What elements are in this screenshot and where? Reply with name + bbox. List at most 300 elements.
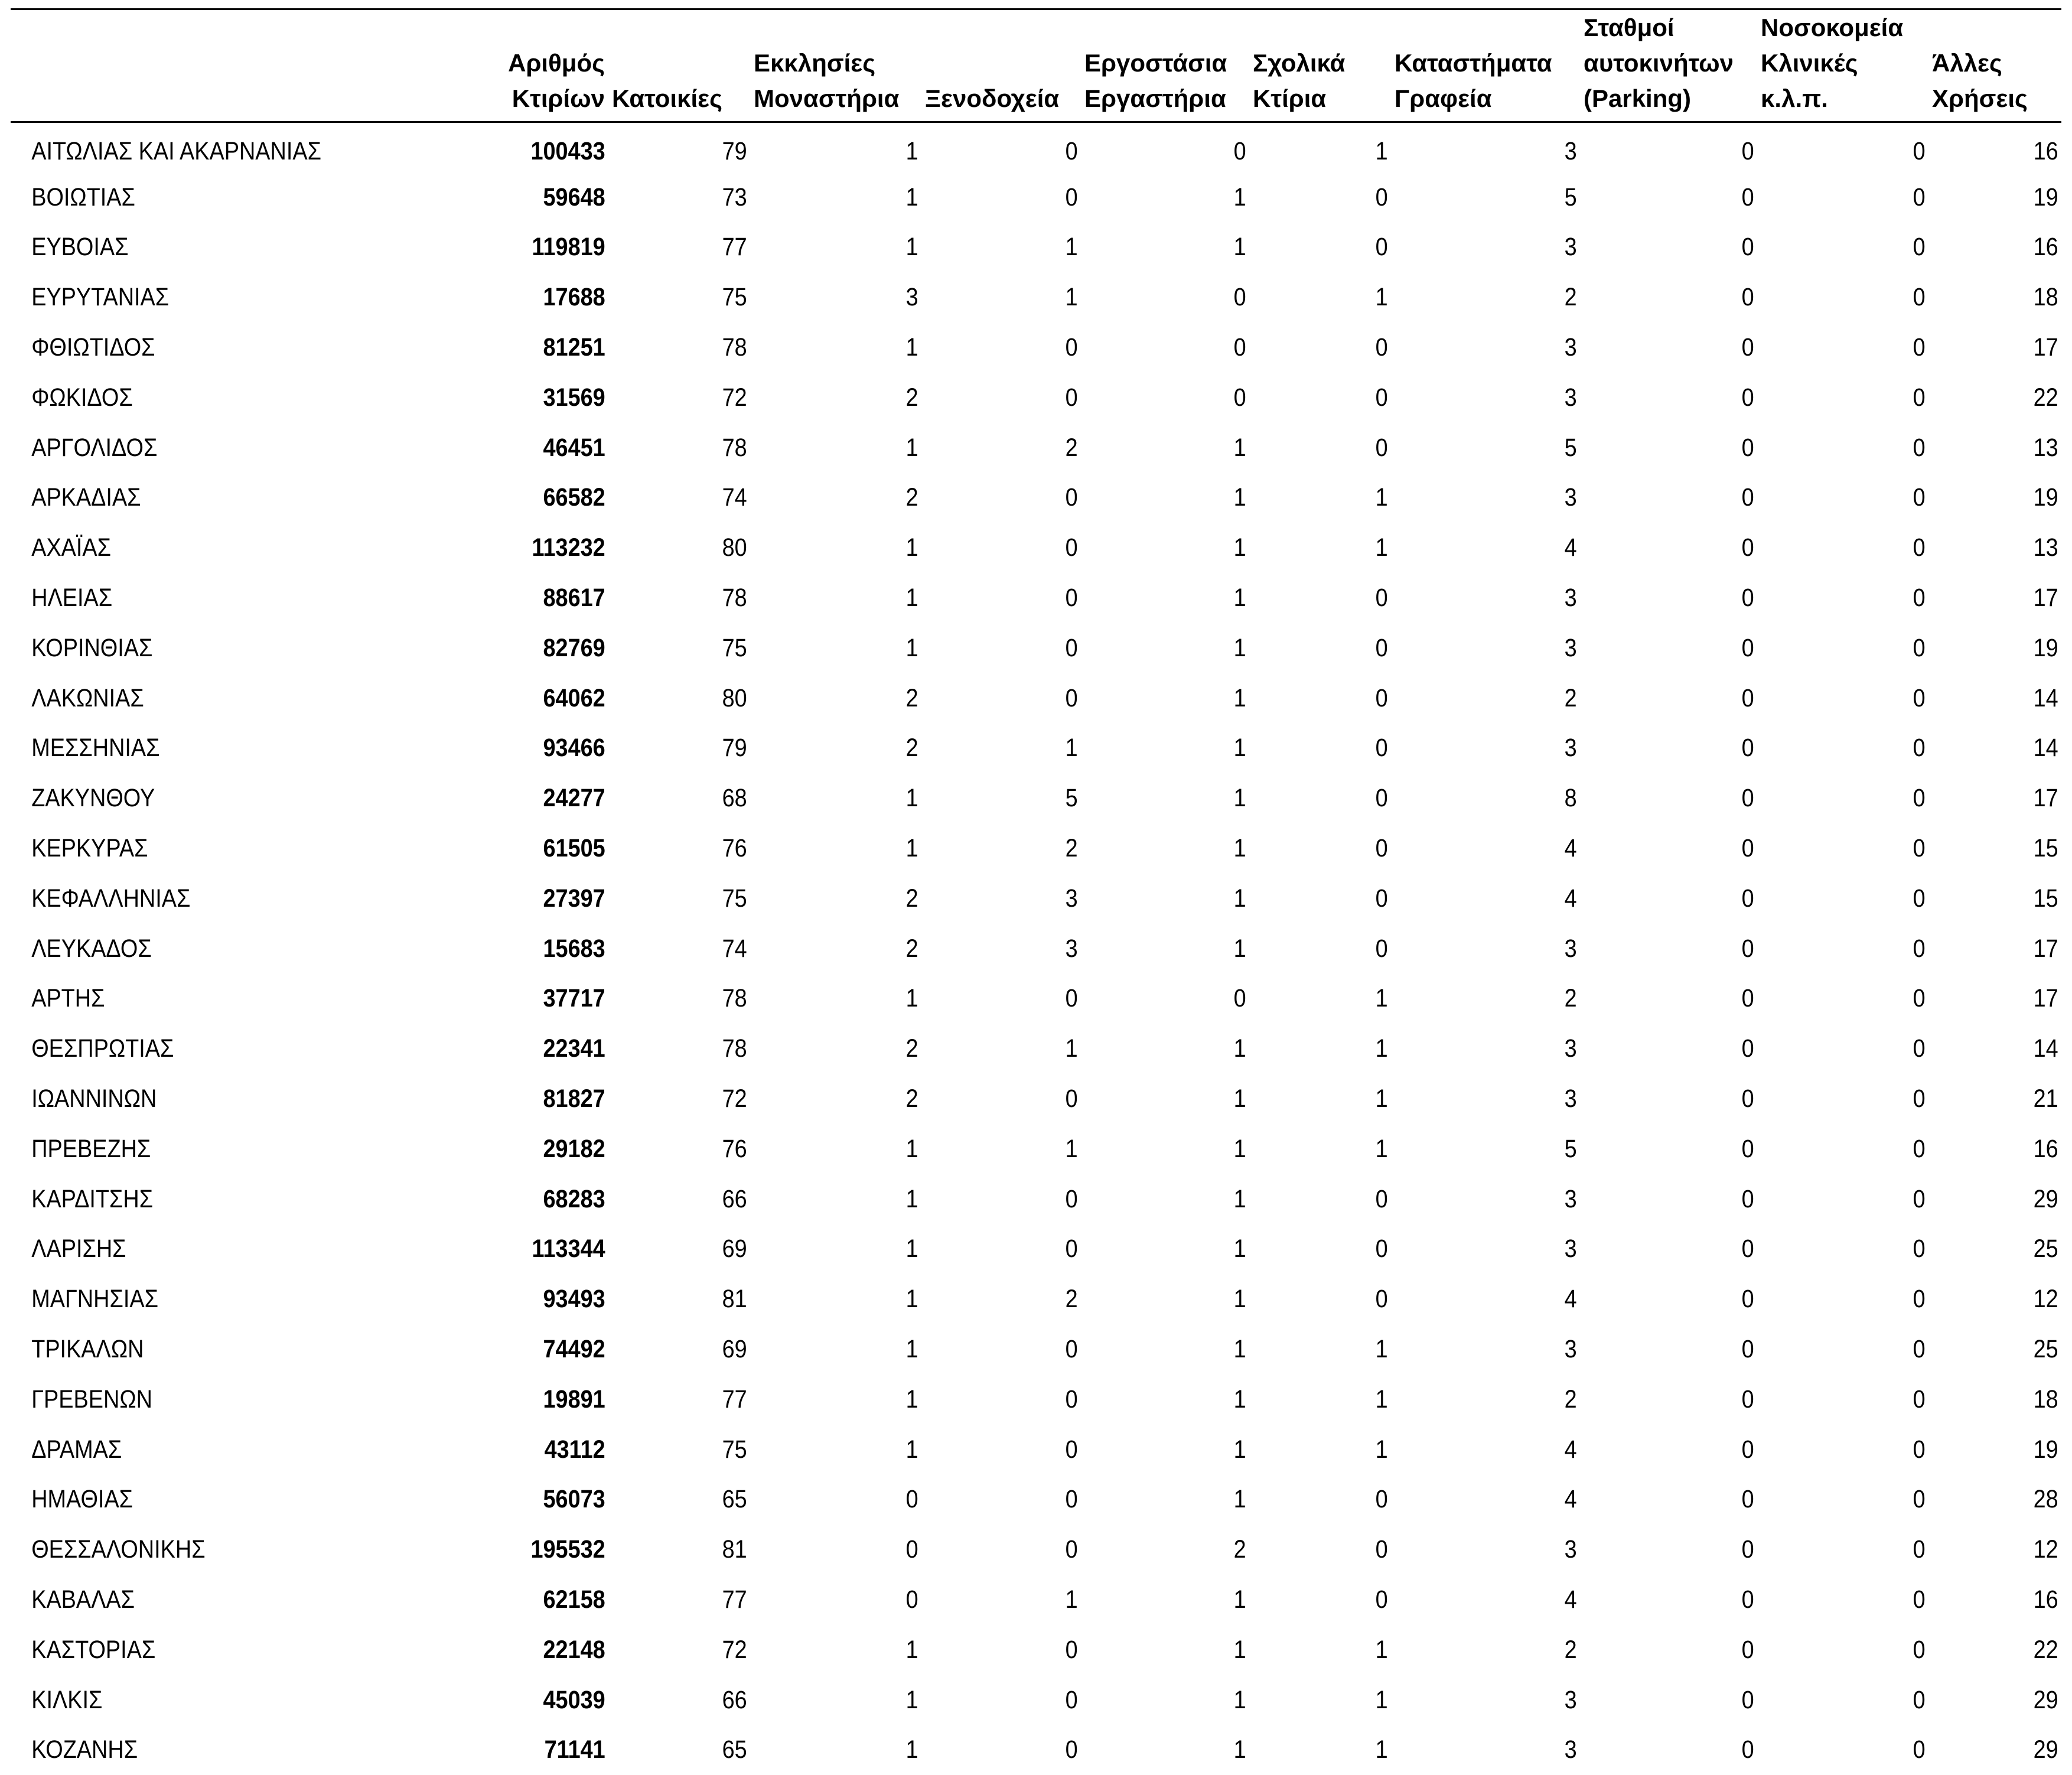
value-cell: 0 (1375, 834, 1388, 863)
region-name-cell: ΚΑΣΤΟΡΙΑΣ (31, 1635, 156, 1664)
value-cell: 3 (1564, 233, 1577, 262)
region-name-cell: ΚΟΡΙΝΘΙΑΣ (31, 633, 153, 662)
table-row (11, 573, 2061, 623)
building-count-cell: 59648 (543, 183, 605, 211)
value-cell: 0 (1741, 1084, 1754, 1113)
value-cell: 2 (1564, 1385, 1577, 1414)
value-cell: 80 (722, 533, 747, 562)
value-cell: 0 (1375, 1485, 1388, 1514)
value-cell: 1 (1065, 283, 1078, 312)
value-cell: 72 (722, 383, 747, 412)
value-cell: 65 (722, 1485, 747, 1514)
value-cell: 0 (1065, 1435, 1078, 1464)
value-cell: 0 (1065, 333, 1078, 362)
value-cell: 0 (1741, 1385, 1754, 1414)
value-cell: 0 (1065, 533, 1078, 562)
value-cell: 0 (1741, 333, 1754, 362)
region-name-cell: ΚΙΛΚΙΣ (31, 1685, 103, 1714)
table-row (11, 1424, 2061, 1474)
value-cell: 0 (1375, 1285, 1388, 1314)
column-header (1391, 9, 1580, 122)
value-cell: 1 (1233, 433, 1246, 462)
value-cell: 0 (1375, 183, 1388, 211)
value-cell: 5 (1065, 784, 1078, 813)
value-cell: 73 (722, 183, 747, 211)
building-count-cell: 93466 (543, 734, 605, 763)
region-name-cell: ΘΕΣΣΑΛΟΝΙΚΗΣ (31, 1535, 206, 1564)
value-cell: 0 (1375, 934, 1388, 963)
region-name-cell: ΖΑΚΥΝΘΟΥ (31, 784, 155, 813)
value-cell: 1 (1233, 1585, 1246, 1614)
value-cell: 29 (2033, 1685, 2058, 1714)
table-row (11, 1074, 2061, 1124)
column-header-line: κ.λ.π. (1761, 84, 1828, 112)
value-cell: 1 (1375, 283, 1388, 312)
building-count-cell: 88617 (543, 584, 605, 613)
table-row (11, 323, 2061, 373)
value-cell: 13 (2033, 433, 2058, 462)
value-cell: 1 (1233, 183, 1246, 211)
value-cell: 0 (1913, 383, 1926, 412)
value-cell: 14 (2033, 683, 2058, 712)
value-cell: 0 (1233, 984, 1246, 1013)
value-cell: 0 (1065, 1635, 1078, 1664)
value-cell: 16 (2033, 1585, 2058, 1614)
value-cell: 78 (722, 333, 747, 362)
value-cell: 22 (2033, 1635, 2058, 1664)
table-row (11, 1624, 2061, 1675)
value-cell: 1 (1233, 1285, 1246, 1314)
value-cell: 3 (1564, 633, 1577, 662)
header-row (11, 9, 2061, 122)
column-header-line: (Parking) (1584, 84, 1692, 112)
table-row (11, 523, 2061, 573)
value-cell: 1 (1233, 1084, 1246, 1113)
value-cell: 1 (1233, 1435, 1246, 1464)
value-cell: 4 (1564, 533, 1577, 562)
building-count-cell: 15683 (543, 934, 605, 963)
value-cell: 2 (1233, 1535, 1246, 1564)
value-cell: 1 (905, 1735, 918, 1764)
column-header-line: Ξενοδοχεία (925, 84, 1060, 112)
value-cell: 1 (905, 533, 918, 562)
table-row (11, 873, 2061, 923)
value-cell: 1 (905, 1435, 918, 1464)
value-cell: 76 (722, 1134, 747, 1163)
value-cell: 1 (905, 784, 918, 813)
column-header-line: Αριθμός (508, 49, 605, 77)
table-row (11, 923, 2061, 973)
value-cell: 1 (905, 584, 918, 613)
value-cell: 72 (722, 1635, 747, 1664)
value-cell: 3 (1564, 1034, 1577, 1063)
value-cell: 0 (1741, 734, 1754, 763)
value-cell: 0 (1065, 1685, 1078, 1714)
table-row (11, 1675, 2061, 1725)
value-cell: 0 (1913, 884, 1926, 913)
value-cell: 0 (905, 1585, 918, 1614)
value-cell: 0 (1065, 1235, 1078, 1263)
value-cell: 2 (905, 734, 918, 763)
buildings-table (11, 8, 2061, 1775)
value-cell: 0 (1913, 333, 1926, 362)
value-cell: 0 (1065, 136, 1078, 165)
value-cell: 2 (1065, 433, 1078, 462)
value-cell: 0 (905, 1485, 918, 1514)
value-cell: 1 (1375, 136, 1388, 165)
value-cell: 79 (722, 136, 747, 165)
value-cell: 0 (1741, 934, 1754, 963)
value-cell: 3 (1564, 734, 1577, 763)
building-count-cell: 43112 (544, 1435, 605, 1464)
value-cell: 0 (1065, 1535, 1078, 1564)
value-cell: 8 (1564, 784, 1577, 813)
region-name-cell: ΑΡΚΑΔΙΑΣ (31, 483, 141, 512)
value-cell: 1 (905, 333, 918, 362)
value-cell: 1 (1375, 1034, 1388, 1063)
table-row (11, 1725, 2061, 1775)
value-cell: 75 (722, 633, 747, 662)
table-row (11, 172, 2061, 222)
value-cell: 77 (722, 233, 747, 262)
building-count-cell: 29182 (543, 1134, 605, 1163)
value-cell: 66 (722, 1685, 747, 1714)
region-name-cell: ΕΥΒΟΙΑΣ (31, 233, 129, 262)
value-cell: 0 (1741, 183, 1754, 211)
building-count-cell: 17688 (543, 283, 605, 312)
value-cell: 22 (2033, 383, 2058, 412)
value-cell: 3 (1564, 1235, 1577, 1263)
value-cell: 1 (1233, 584, 1246, 613)
value-cell: 0 (1913, 1535, 1926, 1564)
region-name-cell: ΦΘΙΩΤΙΔΟΣ (31, 333, 155, 362)
table-row (11, 1374, 2061, 1424)
value-cell: 0 (1065, 984, 1078, 1013)
value-cell: 1 (905, 136, 918, 165)
building-count-cell: 45039 (543, 1685, 605, 1714)
value-cell: 1 (1375, 1385, 1388, 1414)
building-count-cell: 100433 (530, 136, 605, 165)
value-cell: 0 (1741, 1735, 1754, 1764)
table-row (11, 1224, 2061, 1274)
region-name-cell: ΗΜΑΘΙΑΣ (31, 1485, 133, 1514)
column-header-line: Χρήσεις (1932, 84, 2028, 112)
region-name-cell: ΚΕΡΚΥΡΑΣ (31, 834, 148, 863)
value-cell: 0 (1741, 483, 1754, 512)
value-cell: 75 (722, 1435, 747, 1464)
value-cell: 16 (2033, 1134, 2058, 1163)
value-cell: 1 (905, 233, 918, 262)
value-cell: 0 (1375, 683, 1388, 712)
region-name-cell: ΜΕΣΣΗΝΙΑΣ (31, 734, 160, 763)
value-cell: 0 (1741, 1034, 1754, 1063)
value-cell: 0 (1913, 1485, 1926, 1514)
value-cell: 1 (1375, 533, 1388, 562)
value-cell: 0 (1375, 233, 1388, 262)
value-cell: 77 (722, 1385, 747, 1414)
value-cell: 16 (2033, 136, 2058, 165)
value-cell: 2 (905, 884, 918, 913)
column-header-line: Κλινικές (1761, 49, 1858, 77)
building-count-cell: 31569 (543, 383, 605, 412)
column-header (1249, 9, 1391, 122)
value-cell: 29 (2033, 1184, 2058, 1213)
value-cell: 1 (905, 1134, 918, 1163)
value-cell: 1 (1375, 1685, 1388, 1714)
region-name-cell: ΜΑΓΝΗΣΙΑΣ (31, 1285, 159, 1314)
value-cell: 1 (905, 183, 918, 211)
region-name-cell: ΑΧΑΪΑΣ (31, 533, 112, 562)
building-count-cell: 74492 (543, 1335, 605, 1364)
value-cell: 1 (905, 1335, 918, 1364)
value-cell: 1 (1233, 683, 1246, 712)
value-cell: 3 (1564, 483, 1577, 512)
region-name-cell: ΛΕΥΚΑΔΟΣ (31, 934, 152, 963)
value-cell: 4 (1564, 1485, 1577, 1514)
value-cell: 28 (2033, 1485, 2058, 1514)
column-header-line: Κατοικίες (612, 84, 722, 112)
table-row (11, 372, 2061, 422)
value-cell: 1 (1233, 734, 1246, 763)
value-cell: 0 (1913, 633, 1926, 662)
value-cell: 1 (1233, 1034, 1246, 1063)
value-cell: 0 (1913, 984, 1926, 1013)
table-row (11, 1024, 2061, 1074)
value-cell: 69 (722, 1335, 747, 1364)
region-name-cell: ΘΕΣΠΡΩΤΙΑΣ (31, 1034, 174, 1063)
table-row (11, 422, 2061, 473)
building-count-cell: 46451 (543, 433, 605, 462)
region-name-cell: ΙΩΑΝΝΙΝΩΝ (31, 1084, 157, 1113)
table-row (11, 973, 2061, 1024)
value-cell: 0 (1375, 1184, 1388, 1213)
value-cell: 1 (1233, 1184, 1246, 1213)
value-cell: 1 (1065, 233, 1078, 262)
value-cell: 1 (1065, 1134, 1078, 1163)
value-cell: 19 (2033, 1435, 2058, 1464)
value-cell: 75 (722, 283, 747, 312)
value-cell: 66 (722, 1184, 747, 1213)
building-count-cell: 27397 (543, 884, 605, 913)
value-cell: 19 (2033, 483, 2058, 512)
table-row (11, 1324, 2061, 1375)
value-cell: 65 (722, 1735, 747, 1764)
column-header-line: Κτιρίων (512, 84, 605, 112)
value-cell: 0 (1741, 383, 1754, 412)
value-cell: 0 (1065, 1084, 1078, 1113)
building-count-cell: 64062 (543, 683, 605, 712)
region-name-cell: ΑΙΤΩΛΙΑΣ ΚΑΙ ΑΚΑΡΝΑΝΙΑΣ (31, 136, 322, 165)
table-row (11, 473, 2061, 523)
table-row (11, 1174, 2061, 1224)
value-cell: 2 (905, 683, 918, 712)
value-cell: 0 (1913, 433, 1926, 462)
value-cell: 1 (1375, 984, 1388, 1013)
value-cell: 0 (1375, 1585, 1388, 1614)
value-cell: 1 (1375, 1735, 1388, 1764)
value-cell: 1 (1233, 233, 1246, 262)
value-cell: 0 (1913, 136, 1926, 165)
value-cell: 1 (1375, 1635, 1388, 1664)
value-cell: 74 (722, 483, 747, 512)
value-cell: 29 (2033, 1735, 2058, 1764)
column-header-line: Μοναστήρια (754, 84, 900, 112)
region-name-cell: ΔΡΑΜΑΣ (31, 1435, 122, 1464)
value-cell: 79 (722, 734, 747, 763)
building-count-cell: 81827 (543, 1084, 605, 1113)
value-cell: 0 (1913, 483, 1926, 512)
value-cell: 0 (1913, 183, 1926, 211)
value-cell: 1 (1233, 1235, 1246, 1263)
column-header-line: Νοσοκομεία (1761, 14, 1904, 41)
value-cell: 0 (1065, 183, 1078, 211)
value-cell: 1 (1375, 1084, 1388, 1113)
column-header-line: Κτίρια (1253, 84, 1327, 112)
value-cell: 0 (1741, 533, 1754, 562)
value-cell: 0 (1913, 1235, 1926, 1263)
value-cell: 3 (1065, 884, 1078, 913)
value-cell: 3 (1564, 333, 1577, 362)
value-cell: 12 (2033, 1285, 2058, 1314)
value-cell: 78 (722, 984, 747, 1013)
value-cell: 3 (1564, 1335, 1577, 1364)
value-cell: 1 (1375, 1134, 1388, 1163)
value-cell: 0 (1913, 934, 1926, 963)
table-row (11, 1474, 2061, 1525)
building-count-cell: 37717 (543, 984, 605, 1013)
table-row (11, 623, 2061, 673)
value-cell: 0 (1913, 1084, 1926, 1113)
building-count-cell: 24277 (543, 784, 605, 813)
column-header (608, 9, 750, 122)
value-cell: 2 (905, 934, 918, 963)
value-cell: 0 (1233, 283, 1246, 312)
value-cell: 1 (905, 984, 918, 1013)
value-cell: 4 (1564, 884, 1577, 913)
region-name-cell: ΠΡΕΒΕΖΗΣ (31, 1134, 151, 1163)
column-header-line: Άλλες (1932, 49, 2002, 77)
value-cell: 18 (2033, 1385, 2058, 1414)
value-cell: 0 (1741, 1585, 1754, 1614)
value-cell: 0 (1065, 1385, 1078, 1414)
value-cell: 0 (1065, 383, 1078, 412)
value-cell: 0 (1741, 834, 1754, 863)
region-name-cell: ΚΕΦΑΛΛΗΝΙΑΣ (31, 884, 191, 913)
value-cell: 1 (905, 433, 918, 462)
value-cell: 0 (1913, 1735, 1926, 1764)
value-cell: 0 (1375, 884, 1388, 913)
value-cell: 0 (1065, 1184, 1078, 1213)
value-cell: 2 (905, 383, 918, 412)
building-count-cell: 195532 (530, 1535, 605, 1564)
value-cell: 4 (1564, 834, 1577, 863)
value-cell: 0 (1913, 1385, 1926, 1414)
value-cell: 17 (2033, 333, 2058, 362)
column-header (1928, 9, 2061, 122)
value-cell: 78 (722, 1034, 747, 1063)
value-cell: 0 (1375, 584, 1388, 613)
column-header (1580, 9, 1757, 122)
value-cell: 1 (905, 633, 918, 662)
table-row (11, 272, 2061, 323)
value-cell: 0 (1913, 1184, 1926, 1213)
value-cell: 0 (1065, 1485, 1078, 1514)
column-header-line: Εργοστάσια (1084, 49, 1227, 77)
value-cell: 1 (1233, 1335, 1246, 1364)
building-count-cell: 61505 (543, 834, 605, 863)
value-cell: 77 (722, 1585, 747, 1614)
value-cell: 13 (2033, 533, 2058, 562)
building-count-cell: 68283 (543, 1184, 605, 1213)
region-name-cell: ΕΥΡΥΤΑΝΙΑΣ (31, 283, 170, 312)
value-cell: 1 (1233, 1735, 1246, 1764)
value-cell: 2 (905, 1084, 918, 1113)
value-cell: 0 (1913, 834, 1926, 863)
column-header (750, 9, 921, 122)
value-cell: 0 (1741, 1435, 1754, 1464)
column-header-line: Σχολικά (1253, 49, 1346, 77)
value-cell: 2 (1564, 683, 1577, 712)
value-cell: 68 (722, 784, 747, 813)
value-cell: 0 (1375, 1535, 1388, 1564)
column-header-line: Εκκλησίες (754, 49, 876, 77)
value-cell: 1 (1233, 1635, 1246, 1664)
value-cell: 0 (1913, 283, 1926, 312)
table-row (11, 122, 2061, 172)
value-cell: 17 (2033, 984, 2058, 1013)
building-count-cell: 22148 (543, 1635, 605, 1664)
value-cell: 0 (1741, 884, 1754, 913)
value-cell: 2 (1564, 1635, 1577, 1664)
value-cell: 4 (1564, 1435, 1577, 1464)
region-name-cell: ΗΛΕΙΑΣ (31, 584, 113, 613)
value-cell: 5 (1564, 183, 1577, 211)
building-count-cell: 62158 (543, 1585, 605, 1614)
column-header-line: Γραφεία (1395, 84, 1492, 112)
value-cell: 0 (1741, 984, 1754, 1013)
value-cell: 1 (1375, 483, 1388, 512)
value-cell: 1 (1065, 1034, 1078, 1063)
value-cell: 0 (1375, 633, 1388, 662)
value-cell: 0 (1065, 1335, 1078, 1364)
value-cell: 1 (1375, 1435, 1388, 1464)
building-count-cell: 93493 (543, 1285, 605, 1314)
value-cell: 78 (722, 433, 747, 462)
table-row (11, 773, 2061, 823)
region-name-cell: ΑΡΤΗΣ (31, 984, 105, 1013)
value-cell: 1 (1233, 1485, 1246, 1514)
region-name-cell: ΛΑΚΩΝΙΑΣ (31, 683, 144, 712)
value-cell: 0 (1741, 1485, 1754, 1514)
table-row (11, 673, 2061, 723)
value-cell: 0 (1741, 1235, 1754, 1263)
building-count-cell: 56073 (543, 1485, 605, 1514)
value-cell: 0 (1741, 433, 1754, 462)
value-cell: 3 (1564, 1535, 1577, 1564)
value-cell: 15 (2033, 834, 2058, 863)
value-cell: 0 (1913, 1034, 1926, 1063)
table-row (11, 1525, 2061, 1575)
region-name-cell: ΛΑΡΙΣΗΣ (31, 1235, 126, 1263)
value-cell: 25 (2033, 1335, 2058, 1364)
value-cell: 2 (1564, 984, 1577, 1013)
column-header-line: Καταστήματα (1395, 49, 1552, 77)
value-cell: 0 (1233, 136, 1246, 165)
value-cell: 0 (1741, 233, 1754, 262)
building-count-cell: 22341 (543, 1034, 605, 1063)
building-count-cell: 113344 (532, 1235, 605, 1263)
value-cell: 15 (2033, 884, 2058, 913)
